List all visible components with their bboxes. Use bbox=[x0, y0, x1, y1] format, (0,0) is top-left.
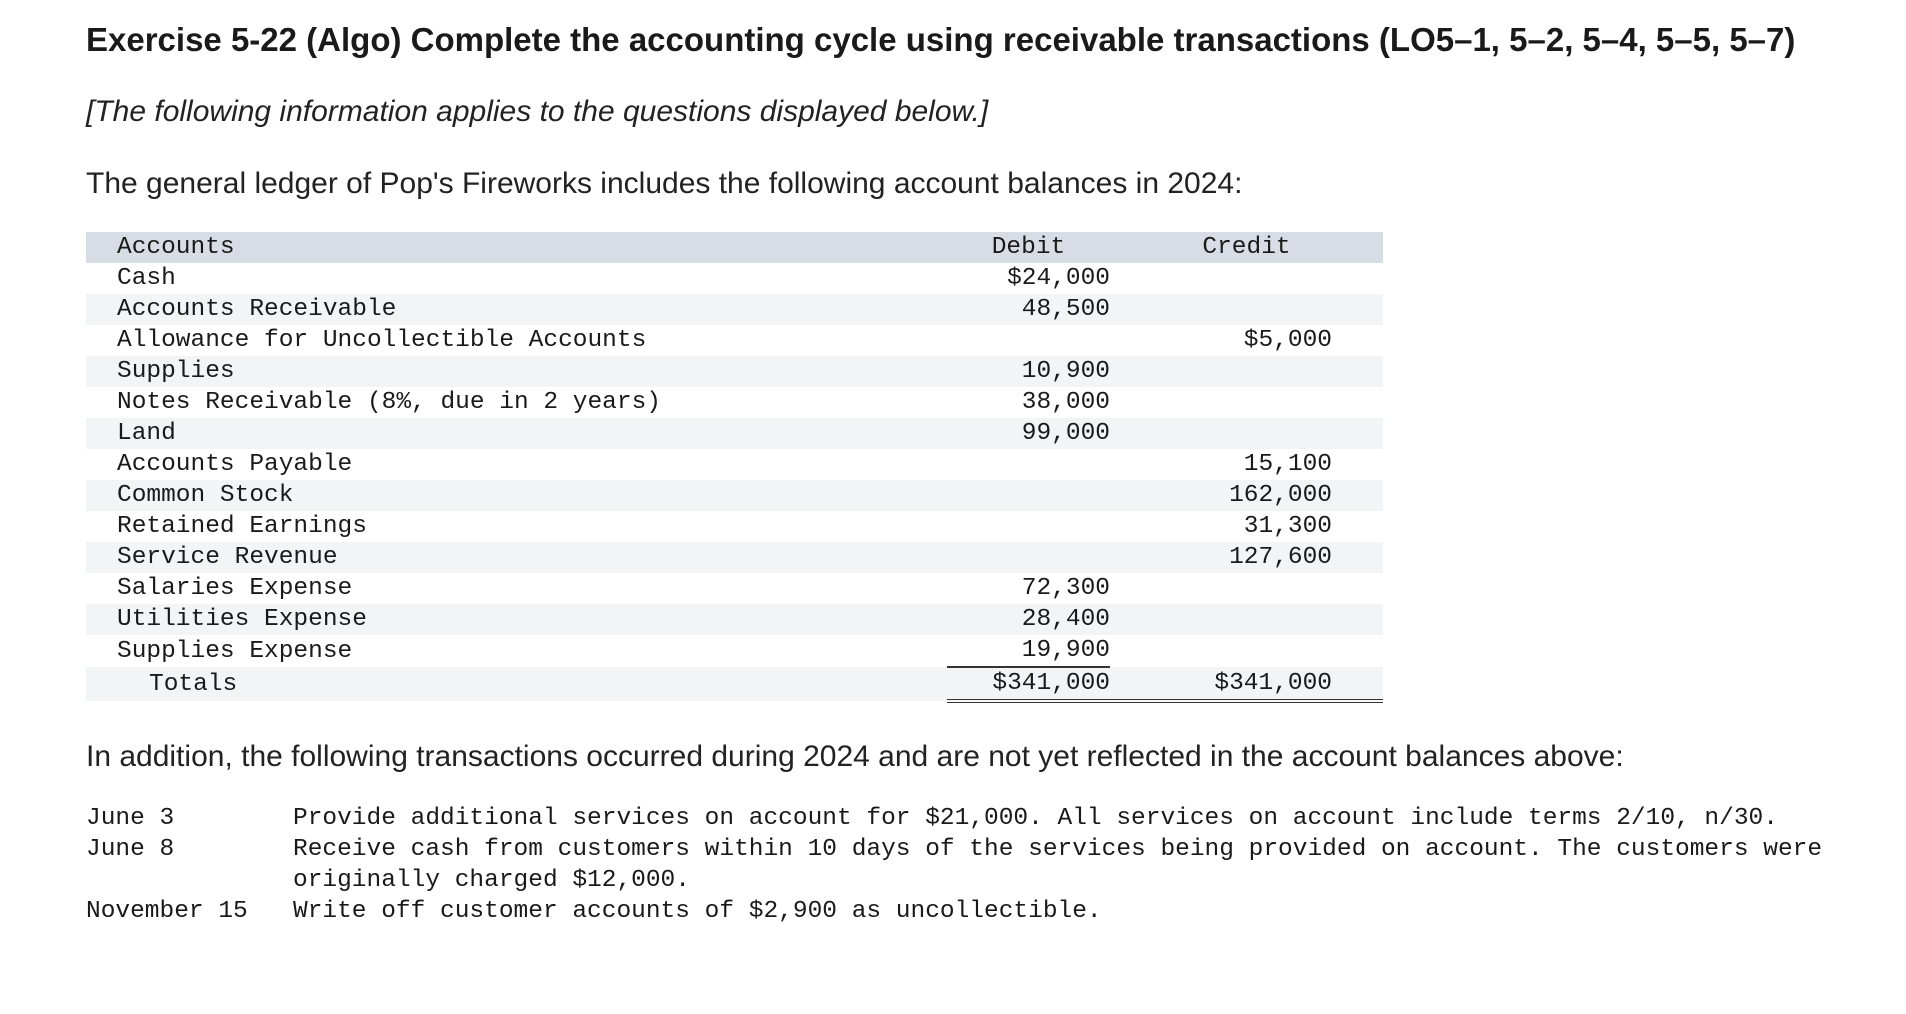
table-row bbox=[86, 604, 1383, 635]
credit-amount: $5,000 bbox=[1243, 327, 1332, 354]
account-name: Cash bbox=[117, 265, 176, 292]
table-row bbox=[86, 294, 1383, 325]
table-row bbox=[86, 263, 1383, 294]
debit-amount: $24,000 bbox=[1007, 265, 1110, 292]
credit-amount bbox=[1110, 604, 1383, 635]
account-name: Allowance for Uncollectible Accounts bbox=[117, 327, 647, 354]
header-debit: Debit bbox=[991, 234, 1066, 261]
account-balances-table bbox=[86, 232, 1383, 703]
transaction-item bbox=[86, 896, 1866, 927]
credit-amount: 31,300 bbox=[1243, 513, 1332, 540]
transaction-description: Write off customer accounts of $2,900 as uncollectible. bbox=[293, 898, 1102, 925]
credit-amount bbox=[1110, 573, 1383, 604]
transaction-description: Provide additional services on account for $21,000. All services on account include terms 2/10, n/30. bbox=[293, 805, 1778, 832]
totals-label: Totals bbox=[86, 667, 947, 701]
debit-amount bbox=[947, 542, 1110, 573]
table-body bbox=[86, 263, 1383, 701]
credit-amount bbox=[1110, 356, 1383, 387]
debit-amount bbox=[947, 325, 1110, 356]
transaction-date: June 3 bbox=[86, 805, 175, 832]
account-name: Supplies Expense bbox=[117, 637, 353, 665]
table-row bbox=[86, 418, 1383, 449]
debit-amount bbox=[947, 480, 1110, 511]
credit-amount: 15,100 bbox=[1243, 451, 1332, 478]
transaction-item bbox=[86, 803, 1866, 834]
header-accounts: Accounts bbox=[117, 234, 235, 261]
exercise-title: Exercise 5-22 (Algo) Complete the accounting cycle using receivable transactions (LO5–1, 5–2, 5–4, 5–5, 5–7) bbox=[86, 21, 1796, 58]
credit-amount: 162,000 bbox=[1229, 482, 1332, 509]
table-row bbox=[86, 511, 1383, 542]
debit-amount: 99,000 bbox=[1021, 420, 1110, 447]
account-name: Accounts Payable bbox=[117, 451, 353, 478]
credit-amount bbox=[1110, 294, 1383, 325]
table-row bbox=[86, 387, 1383, 418]
credit-amount bbox=[1110, 418, 1383, 449]
table-header-row bbox=[86, 232, 1383, 263]
table-row bbox=[86, 573, 1383, 604]
transaction-description: Receive cash from customers within 10 days of the services being provided on account. The customers were originally charged $12,000. bbox=[293, 836, 1823, 894]
account-name: Service Revenue bbox=[117, 544, 338, 571]
account-name: Supplies bbox=[117, 358, 235, 385]
additional-transactions-text: In addition, the following transactions occurred during 2024 and are not yet reflected in the account balances above: bbox=[86, 740, 1624, 773]
table-row bbox=[86, 325, 1383, 356]
header-credit: Credit bbox=[1202, 234, 1291, 261]
debit-amount bbox=[947, 449, 1110, 480]
table-row bbox=[86, 449, 1383, 480]
debit-amount: 28,400 bbox=[1021, 606, 1110, 633]
credit-amount bbox=[1110, 635, 1383, 667]
account-name: Salaries Expense bbox=[117, 575, 353, 602]
debit-amount: 38,000 bbox=[1021, 389, 1110, 416]
transaction-date: June 8 bbox=[86, 836, 175, 863]
debit-amount: 10,900 bbox=[1021, 358, 1110, 385]
table-row bbox=[86, 542, 1383, 573]
applies-note: [The following information applies to the questions displayed below.] bbox=[86, 95, 989, 128]
transactions-list bbox=[86, 803, 1866, 927]
debit-amount: 48,500 bbox=[1021, 296, 1110, 323]
transaction-date: November 15 bbox=[86, 898, 248, 925]
account-name: Notes Receivable (8%, due in 2 years) bbox=[117, 389, 661, 416]
table-row bbox=[86, 356, 1383, 387]
totals-row bbox=[86, 667, 1383, 701]
credit-amount bbox=[1110, 387, 1383, 418]
debit-amount bbox=[947, 511, 1110, 542]
table-row bbox=[86, 480, 1383, 511]
account-name: Land bbox=[117, 420, 176, 447]
total-credit: $341,000 bbox=[1110, 667, 1383, 701]
credit-amount: 127,600 bbox=[1229, 544, 1332, 571]
total-debit: $341,000 bbox=[947, 667, 1110, 701]
debit-amount: 72,300 bbox=[1021, 575, 1110, 602]
account-name: Utilities Expense bbox=[117, 606, 367, 633]
intro-text: The general ledger of Pop's Fireworks includes the following account balances in 2024: bbox=[86, 167, 1243, 200]
exercise-page bbox=[86, 18, 1866, 927]
credit-amount bbox=[1110, 263, 1383, 294]
transaction-item bbox=[86, 834, 1866, 896]
debit-amount: 19,900 bbox=[1021, 637, 1110, 664]
account-name: Accounts Receivable bbox=[117, 296, 397, 323]
account-name: Retained Earnings bbox=[117, 513, 367, 540]
account-name: Common Stock bbox=[117, 482, 294, 509]
table-row bbox=[86, 635, 1383, 667]
